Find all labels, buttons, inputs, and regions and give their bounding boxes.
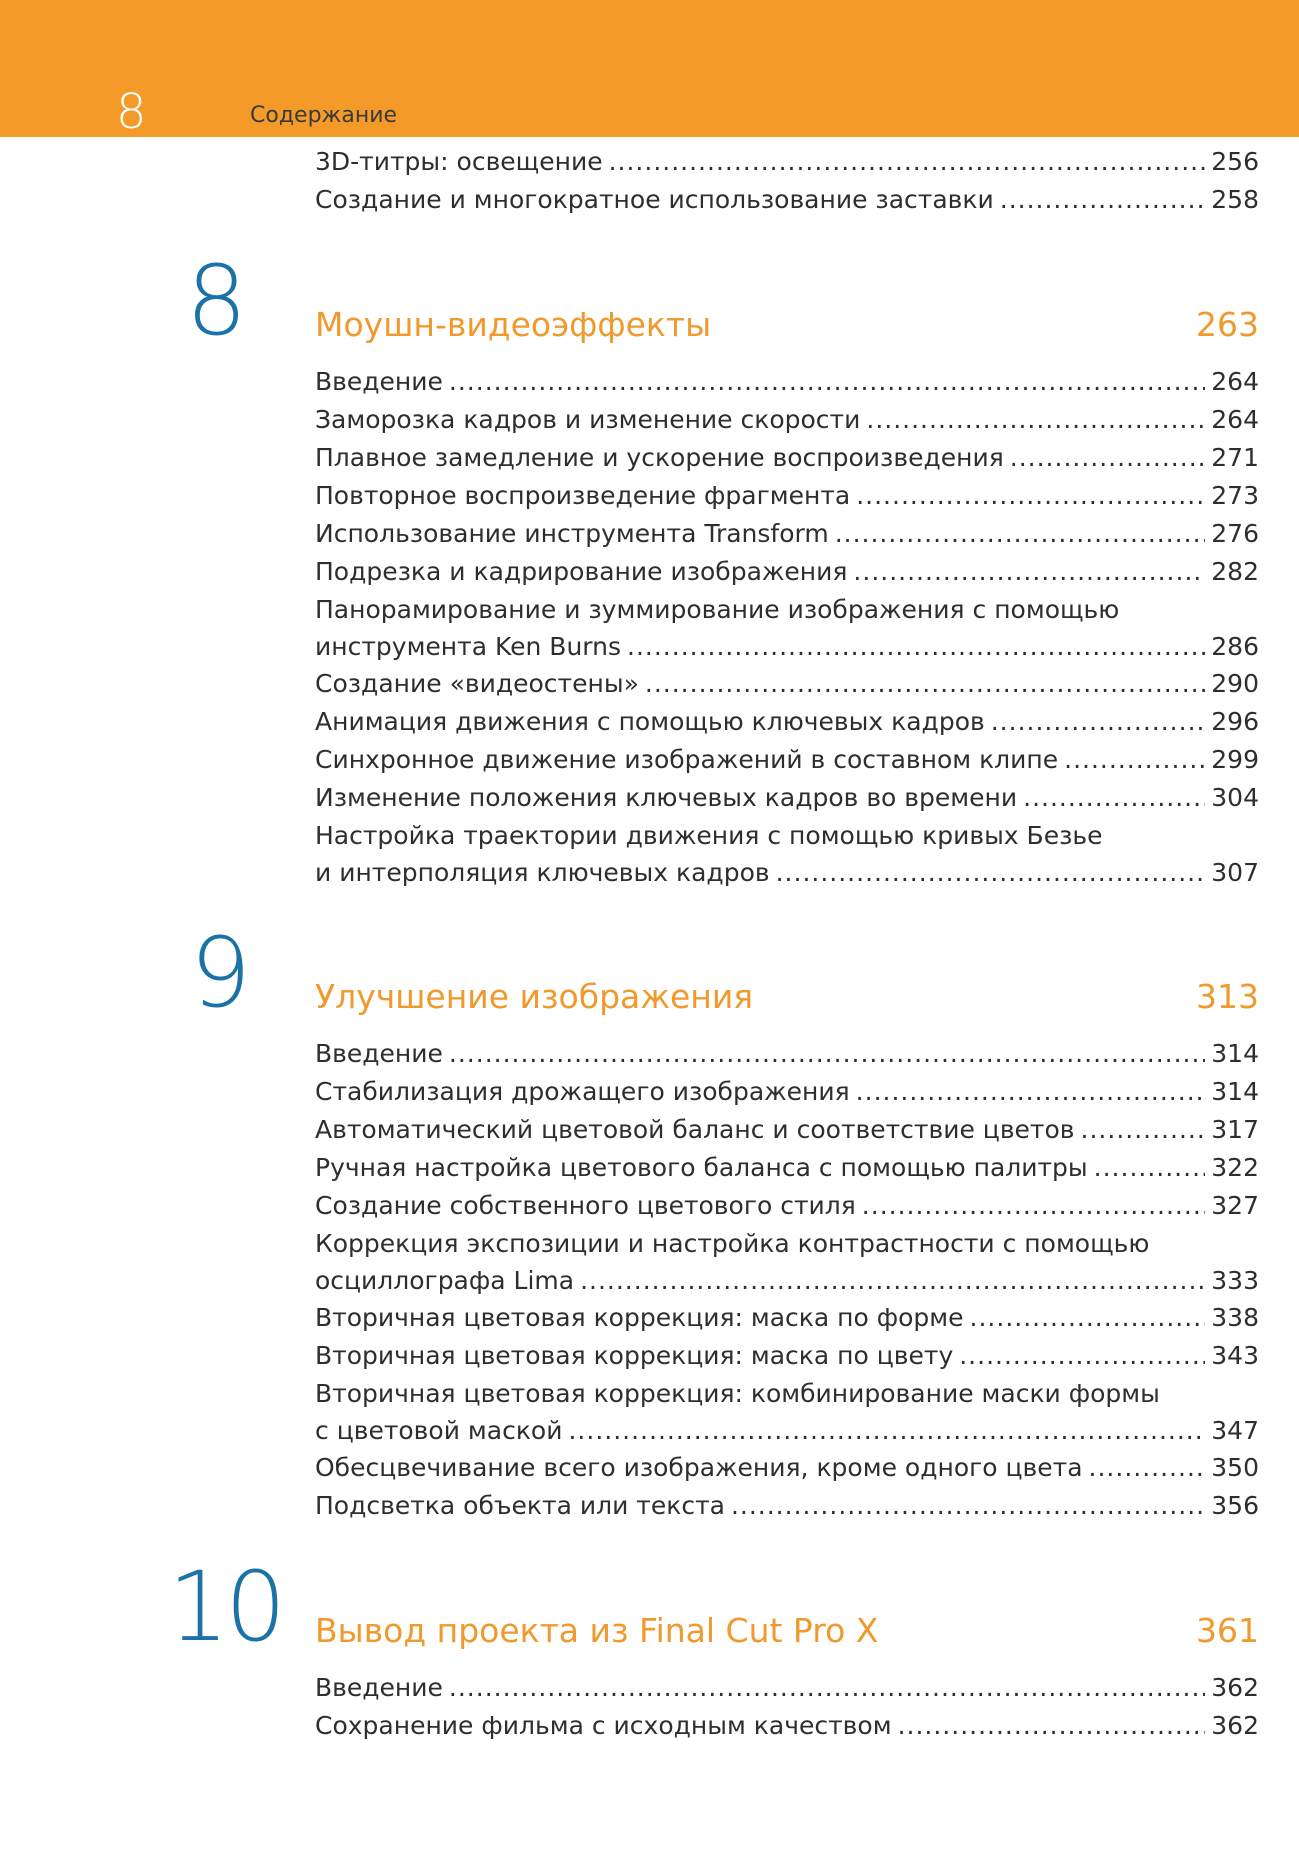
toc-entry[interactable] [315,1707,1259,1745]
dot-leader [866,401,1205,439]
toc-entry-page: 356 [1211,1491,1259,1520]
chapter-number: 9 [190,917,248,1029]
chapter-page: 361 [1196,1611,1259,1650]
toc-entry-page: 276 [1211,519,1259,548]
dot-leader [862,1187,1205,1225]
chapter-title: Вывод проекта из Final Cut Pro X [315,1611,879,1650]
chapter-title: Моушн-видеоэффекты [315,305,712,344]
toc-entry-text: Введение [315,1673,443,1702]
toc-entry[interactable] [315,363,1259,401]
toc-entry[interactable] [315,1149,1259,1187]
toc-entry-page: 314 [1211,1077,1259,1106]
toc-entry[interactable] [315,143,1259,181]
toc-entry[interactable] [315,1375,1259,1449]
toc-entry[interactable] [315,665,1259,703]
chapter-page: 263 [1196,305,1259,344]
chapter-entries [0,1669,1299,1745]
toc-entry-text: Создание «видеостены» [315,669,639,698]
dot-leader [1081,1111,1206,1149]
toc-entry-text: Повторное воспроизведение фрагмента [315,481,851,510]
toc-entry-page: 333 [1211,1266,1259,1295]
toc-entry-page: 338 [1211,1303,1259,1332]
toc-entry[interactable] [315,477,1259,515]
toc-entry-page: 290 [1211,669,1259,698]
toc-entry-page: 258 [1211,185,1259,214]
toc-entry[interactable] [315,439,1259,477]
toc-entry-page: 322 [1211,1153,1259,1182]
chapter-title-row [315,305,1259,345]
toc-entry[interactable] [315,515,1259,553]
toc-entry-page: 347 [1211,1416,1259,1445]
table-of-contents [0,143,1299,1745]
dot-leader [449,1669,1205,1707]
toc-entry[interactable] [315,779,1259,817]
running-head-title: Содержание [250,103,398,128]
dot-leader [580,1262,1205,1299]
toc-entry-text: Вторичная цветовая коррекция: маска по форме [315,1303,964,1332]
toc-entry[interactable] [315,1111,1259,1149]
toc-entry[interactable] [315,1487,1259,1525]
toc-entry[interactable] [315,703,1259,741]
toc-entry[interactable] [315,1035,1259,1073]
dot-leader [1094,1149,1206,1187]
chapter-title-row [315,977,1259,1017]
toc-entry-page: 317 [1211,1115,1259,1144]
dot-leader [970,1299,1206,1337]
chapter-page: 313 [1196,977,1259,1016]
toc-entry-text-continued: инструмента Ken Burns [315,632,622,661]
dot-leader [776,854,1206,891]
dot-leader [959,1337,1205,1375]
toc-entry[interactable] [315,401,1259,439]
toc-entry-text: Сохранение фильма с исходным качеством [315,1711,892,1740]
toc-entry-page: 304 [1211,783,1259,812]
toc-entry[interactable] [315,1299,1259,1337]
dot-leader [449,1035,1205,1073]
toc-entry[interactable] [315,1073,1259,1111]
toc-entry-text: Введение [315,367,443,396]
toc-entry[interactable] [315,817,1259,891]
dot-leader [853,553,1205,591]
toc-entry[interactable] [315,1449,1259,1487]
dot-leader [609,143,1206,181]
toc-entry[interactable] [315,1669,1259,1707]
page-header [0,0,1299,140]
chapter-title-row [315,1611,1259,1651]
dot-leader [856,1073,1206,1111]
dot-leader [645,665,1205,703]
toc-entry-text-continued: с цветовой маской [315,1416,563,1445]
toc-entry-page: 314 [1211,1039,1259,1068]
dot-leader [856,477,1205,515]
toc-entry-text: Подсветка объекта или текста [315,1491,725,1520]
toc-entry-page: 273 [1211,481,1259,510]
toc-entry-page: 256 [1211,147,1259,176]
toc-entry-text: Введение [315,1039,443,1068]
toc-entry[interactable] [315,591,1259,665]
toc-entry-text: Обесцвечивание всего изображения, кроме одного цвета [315,1453,1083,1482]
dot-leader [1064,741,1205,779]
toc-entry-text: Настройка траектории движения с помощью кривых Безье [315,821,1103,850]
chapter-heading[interactable] [0,1549,1299,1669]
dot-leader [627,628,1205,665]
dot-leader [568,1412,1205,1449]
toc-entry-page: 362 [1211,1673,1259,1702]
toc-entry-text: Плавное замедление и ускорение воспроизведения [315,443,1004,472]
toc-entry-text-continued: и интерполяция ключевых кадров [315,858,770,887]
toc-entry[interactable] [315,741,1259,779]
toc-entry-page: 362 [1211,1711,1259,1740]
toc-entry-text: Автоматический цветовой баланс и соответствие цветов [315,1115,1075,1144]
toc-entry-text: Ручная настройка цветового баланса с помощью палитры [315,1153,1088,1182]
dot-leader [731,1487,1205,1525]
toc-entry[interactable] [315,1187,1259,1225]
dot-leader [991,703,1206,741]
toc-entry-text: Заморозка кадров и изменение скорости [315,405,861,434]
toc-entry-text: Вторичная цветовая коррекция: комбинирование маски формы [315,1379,1160,1408]
toc-entry-text: Анимация движения с помощью ключевых кадров [315,707,985,736]
page-number: 8 [116,84,147,140]
toc-entry-page: 307 [1211,858,1259,887]
toc-entry-text: Синхронное движение изображений в составном клипе [315,745,1059,774]
toc-entry-text: Использование инструмента Transform [315,519,829,548]
toc-entry-text-continued: осциллографа Lima [315,1266,575,1295]
chapter-entries [0,1035,1299,1525]
toc-entry-page: 264 [1211,367,1259,396]
toc-entry-page: 350 [1211,1453,1259,1482]
toc-entry-page: 282 [1211,557,1259,586]
dot-leader [1000,181,1206,219]
toc-entry[interactable] [315,1337,1259,1375]
chapter-number: 10 [168,1551,283,1663]
toc-entry-page: 327 [1211,1191,1259,1220]
dot-leader [898,1707,1206,1745]
chapter-number: 8 [186,245,244,357]
toc-entry-text: Создание собственного цветового стиля [315,1191,856,1220]
toc-entry-page: 299 [1211,745,1259,774]
toc-entry-page: 343 [1211,1341,1259,1370]
dot-leader [449,363,1205,401]
toc-entry-page: 296 [1211,707,1259,736]
chapter-heading[interactable] [0,243,1299,363]
toc-entry-page: 286 [1211,632,1259,661]
toc-entry[interactable] [315,553,1259,591]
toc-entry-text: Вторичная цветовая коррекция: маска по цвету [315,1341,954,1370]
dot-leader [835,515,1206,553]
toc-entry-text: Изменение положения ключевых кадров во времени [315,783,1018,812]
dot-leader [1023,779,1205,817]
toc-entry[interactable] [315,1225,1259,1299]
chapter-title: Улучшение изображения [315,977,754,1016]
toc-entry-page: 271 [1211,443,1259,472]
toc-entry-text: Коррекция экспозиции и настройка контрастности с помощью [315,1229,1150,1258]
toc-entry-text: Стабилизация дрожащего изображения [315,1077,850,1106]
toc-entry-page: 264 [1211,405,1259,434]
toc-entry[interactable] [315,181,1259,219]
toc-entry-text: Панорамирование и зуммирование изображения с помощью [315,595,1120,624]
dot-leader [1010,439,1206,477]
chapter-heading[interactable] [0,915,1299,1035]
toc-entry-text: Подрезка и кадрирование изображения [315,557,848,586]
toc-entry-text: Создание и многократное использование заставки [315,185,994,214]
dot-leader [1089,1449,1206,1487]
chapter-entries [0,363,1299,891]
toc-entry-text: 3D-титры: освещение [315,147,603,176]
